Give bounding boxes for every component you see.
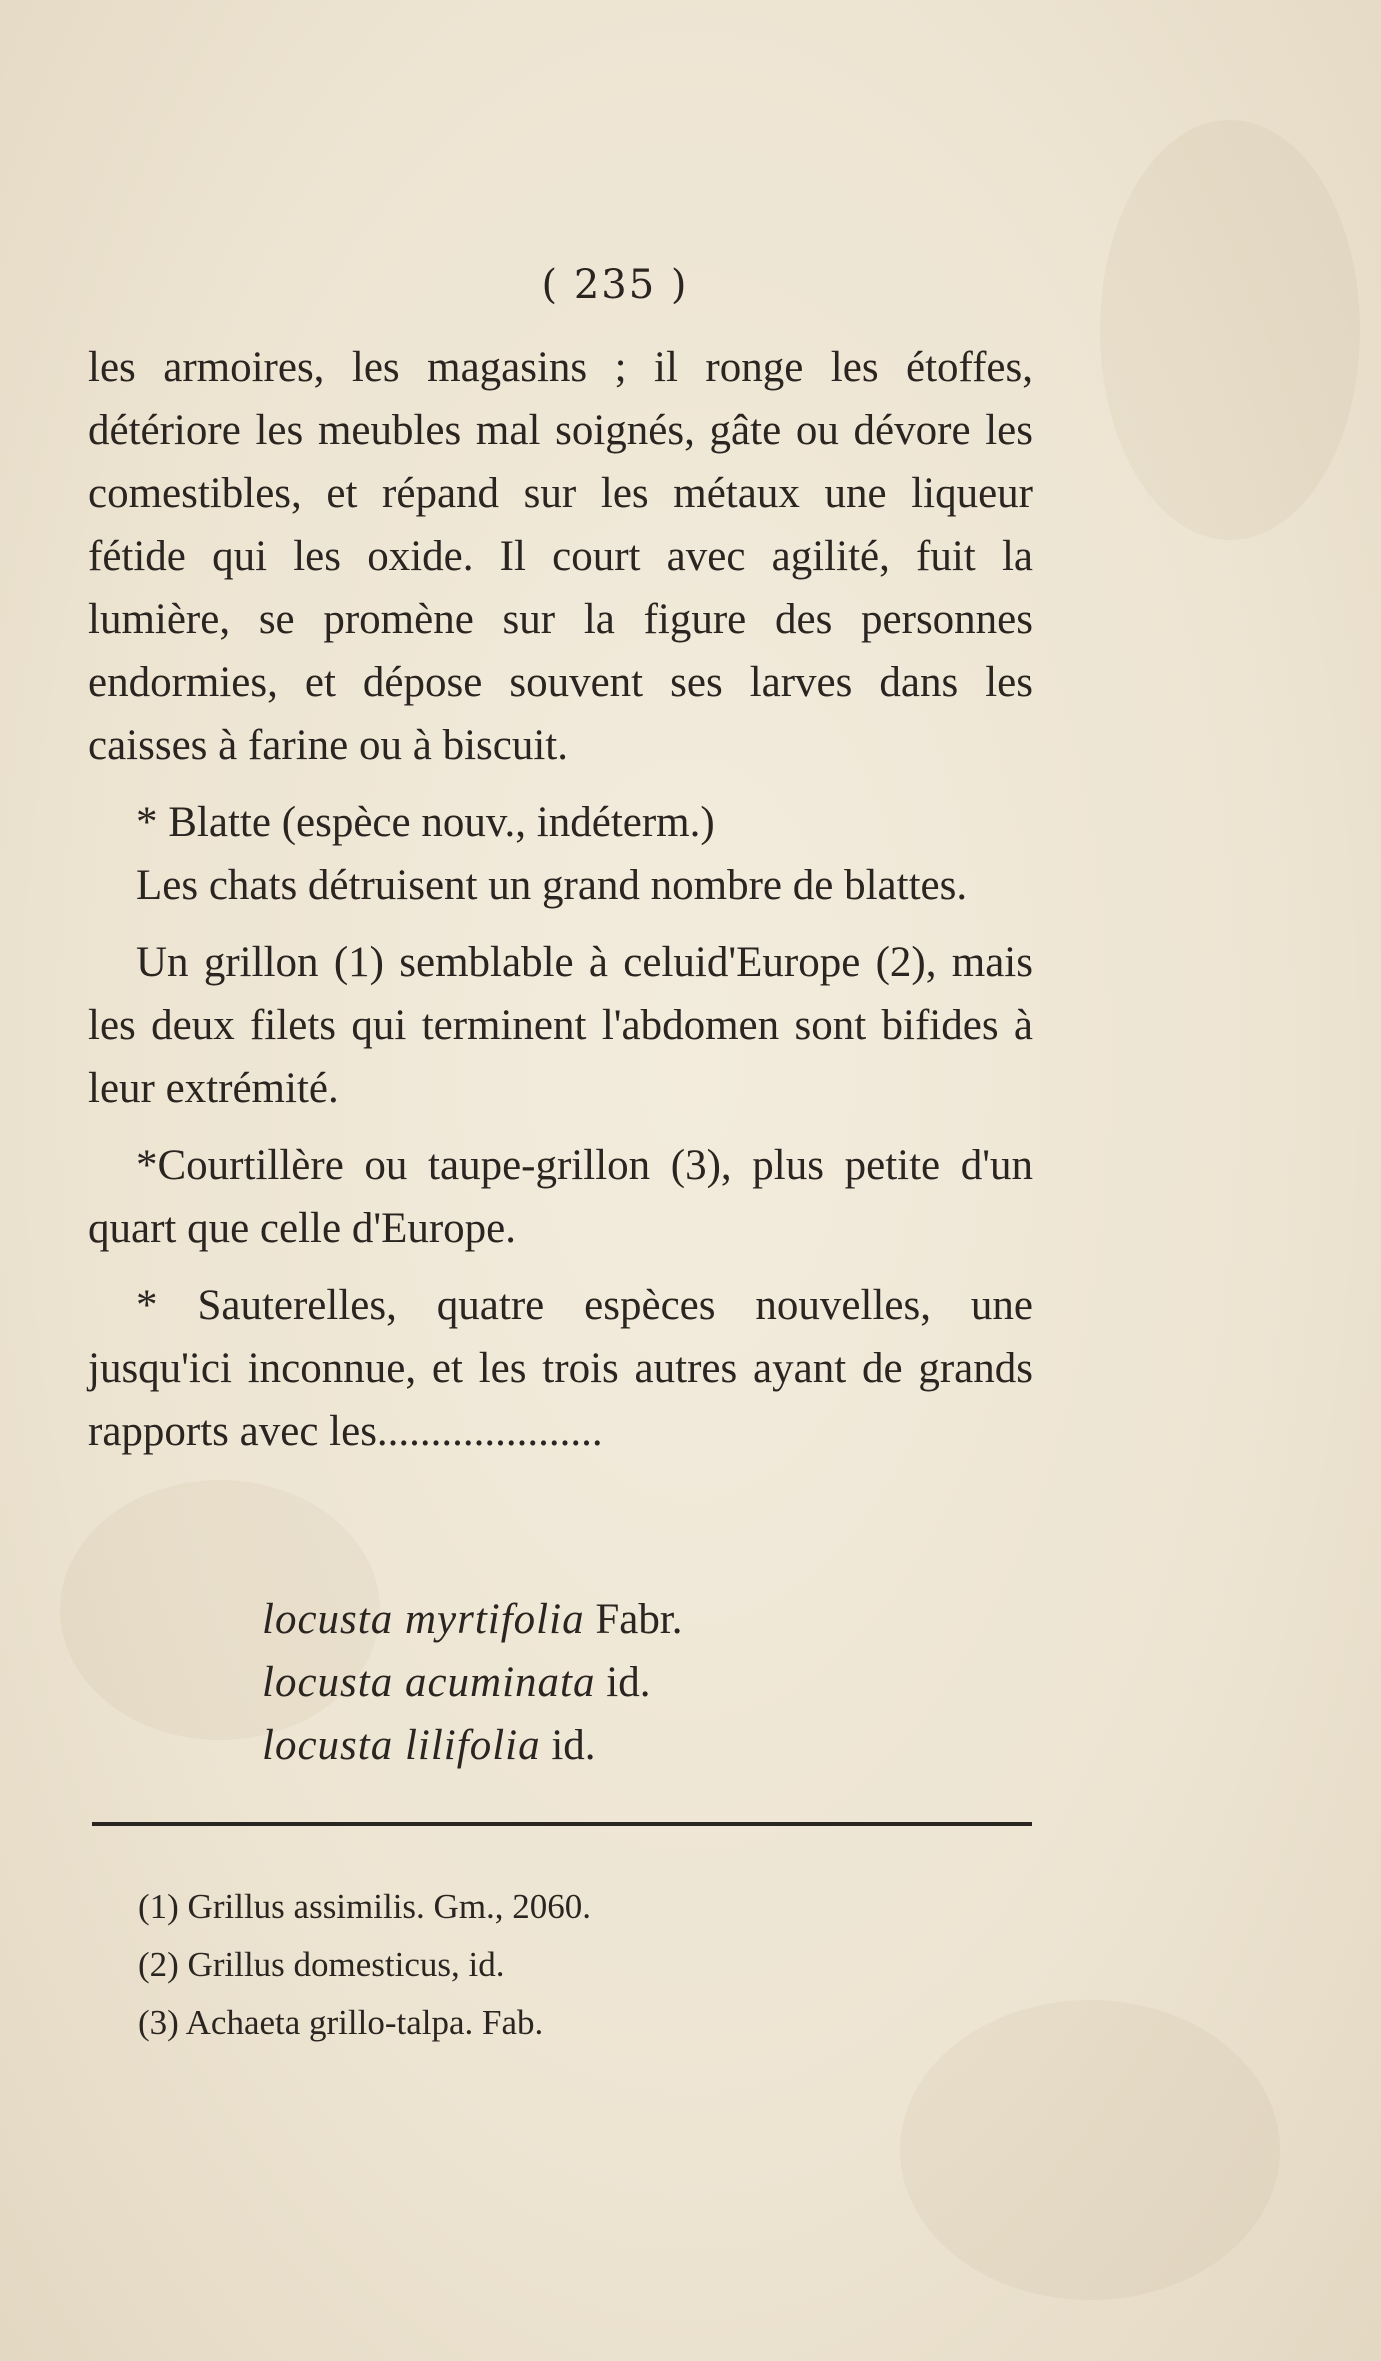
- paragraph: Un grillon (1) semblable à celuid'Europe (2), mais les deux filets qui terminent l'abdomen sont bifides à leur extrémité.: [88, 939, 1033, 1112]
- species-name: locusta acuminata: [262, 1659, 596, 1706]
- footnote: (2) Grillus domesticus, id.: [138, 1945, 505, 1984]
- paragraph: * Sauterelles, quatre espèces nouvelles, une jusqu'ici inconnue, et les trois autres ayant de grands rapports avec les.....................: [88, 1282, 1033, 1455]
- species-name: locusta lilifolia: [262, 1722, 541, 1769]
- paper-stain: [1100, 120, 1360, 540]
- page-number: ( 235 ): [541, 262, 689, 308]
- footnotes: [138, 1878, 1038, 2052]
- footnote: (1) Grillus assimilis. Gm., 2060.: [138, 1887, 592, 1926]
- species-author: id.: [606, 1659, 651, 1706]
- species-author: Fabr.: [595, 1596, 683, 1643]
- paragraph: les armoires, les magasins ; il ronge les étoffes, détériore les meubles mal soignés, gâte ou dévore les comestibles, et répand sur les métaux une liqueur fétide qui les oxide. Il court avec agilité, fuit la lumière, se promène sur la figure des personnes endormies, et dépose souvent ses larves dans les caisses à farine ou à biscuit.: [88, 344, 1033, 769]
- species-name: locusta myrtifolia: [262, 1596, 585, 1643]
- species-line: [262, 1651, 650, 1714]
- paragraph: * Blatte (espèce nouv., indéterm.): [136, 799, 715, 846]
- paragraph: Les chats détruisent un grand nombre de blattes.: [136, 862, 968, 909]
- body-text: [88, 336, 1033, 1463]
- footnote: (3) Achaeta grillo-talpa. Fab.: [138, 2003, 544, 2042]
- paragraph: *Courtillère ou taupe-grillon (3), plus petite d'un quart que celle d'Europe.: [88, 1142, 1033, 1252]
- species-author: id.: [551, 1722, 596, 1769]
- species-line: [262, 1588, 683, 1651]
- species-line: [262, 1714, 596, 1777]
- footnote-rule: [92, 1822, 1032, 1826]
